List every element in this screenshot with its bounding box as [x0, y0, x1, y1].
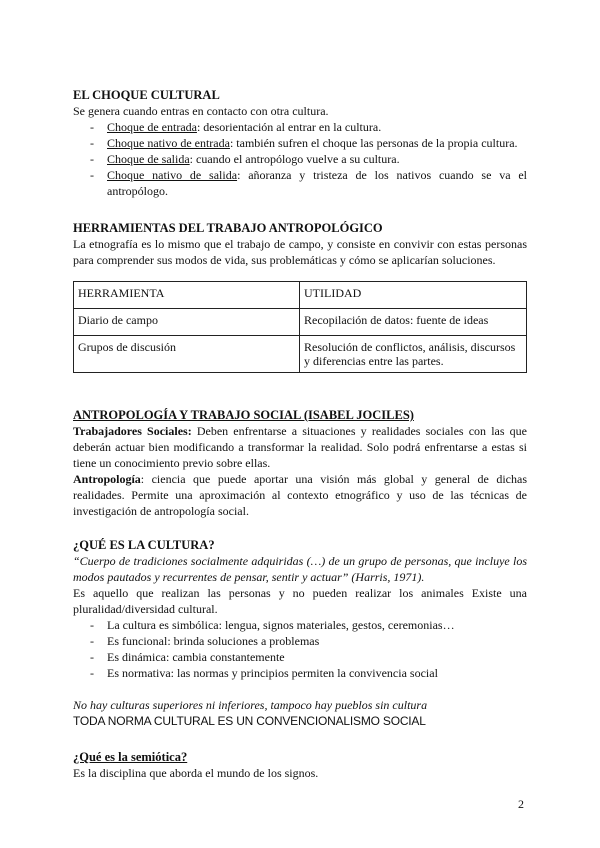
- an-text: : ciencia que puede aportar una visión más global y general de dichas realidades. Permite una aproximación al contexto etnográfico y uso de las técnicas de investigación de antropología social.: [73, 472, 527, 518]
- table-header-row: [74, 282, 527, 309]
- antropologia-paragraph: [73, 471, 527, 519]
- cultura-quote: “Cuerpo de tradiciones socialmente adquiridas (…) de un grupo de personas, que incluye los modos pautados y recurrentes de pensar, sentir y actuar” (Harris, 1971).: [73, 554, 527, 584]
- choque-intro: Se genera cuando entras en contacto con otra cultura.: [73, 104, 329, 118]
- table-cell: Resolución de conflictos, análisis, discursos y diferencias entre las partes.: [300, 336, 527, 373]
- trabajadores-sociales-paragraph: [73, 423, 527, 471]
- ts-label: Trabajadores Sociales:: [73, 424, 192, 438]
- table-header-cell: UTILIDAD: [300, 282, 527, 309]
- cultura-italic-note: No hay culturas superiores ni inferiores, tampoco hay pueblos sin cultura: [73, 698, 428, 712]
- semiotica-text: Es la disciplina que aborda el mundo de los signos.: [73, 766, 319, 780]
- list-item: [90, 151, 527, 167]
- herramientas-intro: La etnografía es lo mismo que el trabajo de campo, y consiste en convivir con estas personas para comprender sus modos de vida, sus problemáticas y cómo se aplicarían soluciones.: [73, 237, 527, 267]
- section-title-choque: EL CHOQUE CULTURAL: [73, 88, 220, 102]
- list-item: - Es funcional: brinda soluciones a problemas: [90, 633, 527, 649]
- section-title-antropologia: ANTROPOLOGÍA Y TRABAJO SOCIAL (ISABEL JOCILES): [73, 408, 414, 422]
- table-row: [74, 336, 527, 373]
- table-cell: Grupos de discusión: [74, 336, 300, 373]
- tools-table: [73, 281, 527, 373]
- list-text: : también sufren el choque las personas de la propia cultura.: [229, 136, 518, 150]
- table-header-cell: HERRAMIENTA: [74, 282, 300, 309]
- ts-text: Deben enfrentarse a situaciones y realidades sociales con las que deberán actuar bien modificando a transformar la realidad. Solo podrá enfrentarse a estas si tiene un conocimiento previo sobre ellas.: [73, 424, 527, 470]
- section-title-cultura: ¿QUÉ ES LA CULTURA?: [73, 538, 215, 552]
- section-title-semiotica: ¿Qué es la semiótica?: [73, 750, 188, 764]
- list-item: - Es normativa: las normas y principios permiten la convivencia social: [90, 665, 527, 681]
- list-item: - La cultura es simbólica: lengua, signos materiales, gestos, ceremonias…: [90, 617, 527, 633]
- cultura-text: Es aquello que realizan las personas y no pueden realizar los animales Existe una pluralidad/diversidad cultural.: [73, 586, 527, 616]
- table-cell: Recopilación de datos: fuente de ideas: [300, 309, 527, 336]
- list-item: [90, 119, 527, 135]
- table-row: [74, 309, 527, 336]
- cultura-caps-note: TODA NORMA CULTURAL ES UN CONVENCIONALISMO SOCIAL: [73, 714, 426, 728]
- cultura-list: [73, 617, 527, 681]
- list-item: - Es dinámica: cambia constantemente: [90, 649, 527, 665]
- list-item: [90, 167, 527, 199]
- list-term: Choque nativo de entrada: [107, 136, 230, 150]
- document-page: [73, 84, 527, 781]
- choque-list: [73, 119, 527, 199]
- an-label: Antropología: [73, 472, 141, 486]
- page-number: 2: [518, 797, 524, 811]
- list-term: Choque nativo de salida: [107, 168, 238, 182]
- list-item: [90, 135, 527, 151]
- list-term: Choque de entrada: [107, 120, 197, 134]
- list-text: : añoranza y tristeza de los nativos cuando se va el antropólogo.: [107, 168, 528, 198]
- table-cell: Diario de campo: [74, 309, 300, 336]
- list-text: : cuando el antropólogo vuelve a su cultura.: [189, 152, 400, 166]
- section-title-herramientas: HERRAMIENTAS DEL TRABAJO ANTROPOLÓGICO: [73, 221, 383, 235]
- list-term: Choque de salida: [107, 152, 190, 166]
- list-text: : desorientación al entrar en la cultura.: [196, 120, 382, 134]
